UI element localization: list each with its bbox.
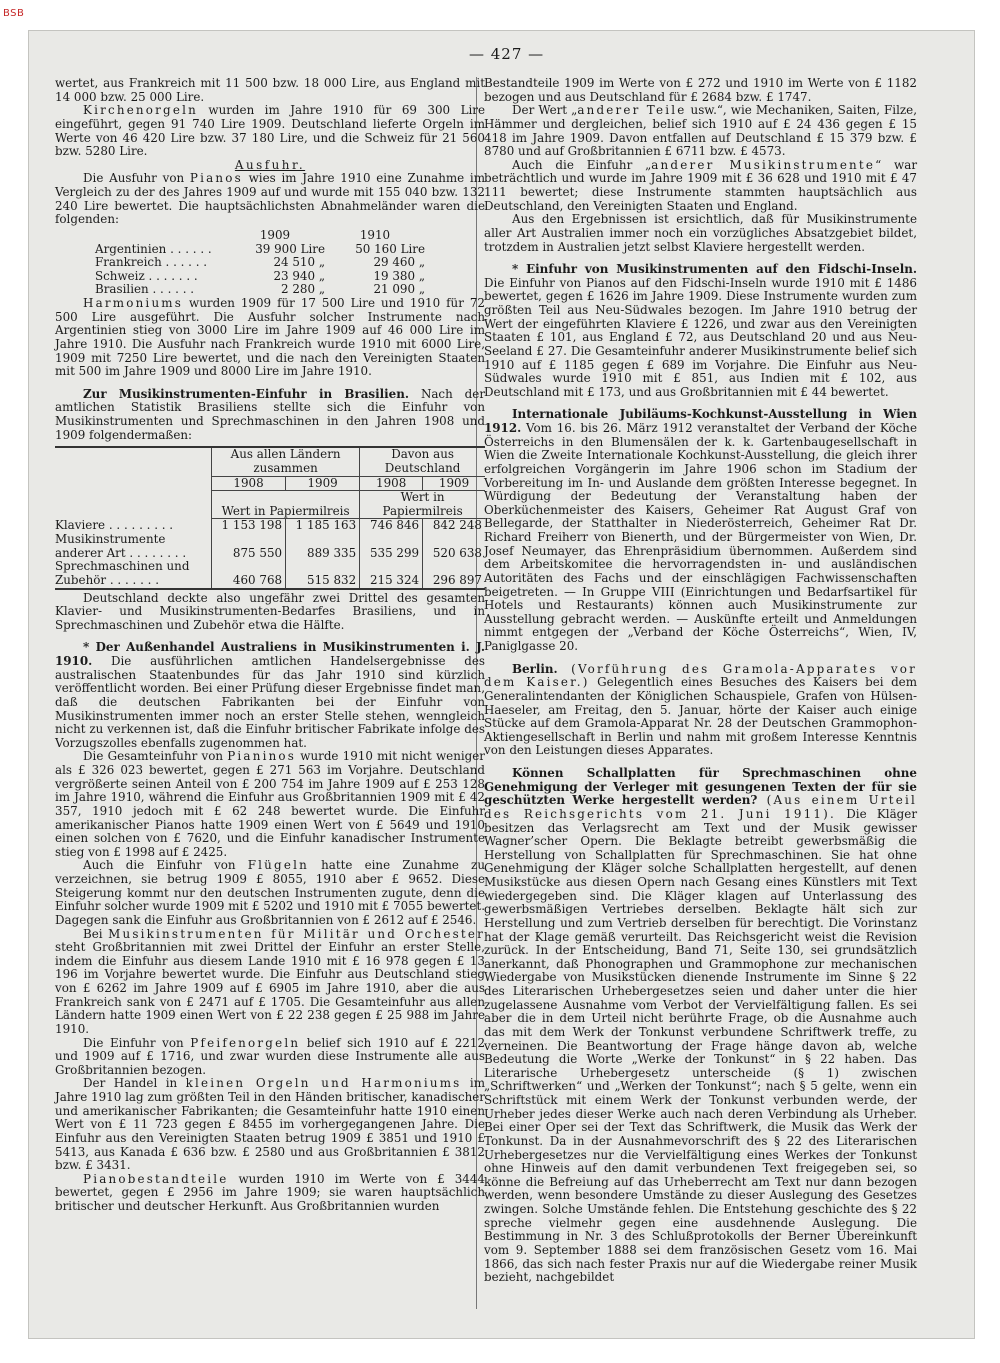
paragraph-continuation: wertet, aus Frankreich mit 11 500 bzw. 18 000 Lire, aus England mit 14 000 bzw. 25 000 Lire. <box>55 76 485 104</box>
article-heading: Internationale Jubiläums-Kochkunst-Ausstellung in Wien 1912. <box>484 407 917 435</box>
section-heading-ausfuhr <box>55 159 485 173</box>
table-header-row <box>55 447 485 476</box>
paragraph-pfeifenorgeln <box>55 1037 485 1078</box>
paragraph-text: Die Ausfuhr von <box>83 171 190 186</box>
value-cell: 19 380 „ <box>373 268 425 283</box>
value-cell: 23 940 „ <box>273 268 325 283</box>
paragraph-text: Der Wert „ <box>512 103 578 118</box>
article-berlin <box>484 663 917 758</box>
value-cell: 875 550 <box>212 533 286 560</box>
paragraph-text: hatte eine Zunahme zu verzeichnen, sie betrug 1909 £ 8055, 1910 aber £ 9652. Diese Steigerung kommt nur den deutschen Instrumenten zugute, denn die Einfuhr solcher wurde 1909 mit £ 5202 und 1910 mit £ 7055 bewertet. Dagegen sank die Einfuhr aus Großbritannien von £ 2612 auf £ 2546. <box>55 858 485 927</box>
spaced-term: Harmoniums <box>83 296 184 310</box>
value-cell: 889 335 <box>286 533 360 560</box>
table-row <box>95 270 425 284</box>
table-header-1909: 1909 <box>259 227 291 242</box>
value-cell: 215 324 <box>360 560 423 588</box>
table-header-row <box>95 229 425 243</box>
paragraph-pianobestandteile <box>55 1173 485 1214</box>
spaced-term: kleinen Orgeln und Harmoniums <box>185 1076 462 1091</box>
value-cell: 842 248 <box>423 519 485 533</box>
country-cell: Frankreich . . . . . . <box>95 255 208 270</box>
paragraph-harmoniums <box>55 297 485 379</box>
spaced-term: anderer Musikinstrumente <box>651 157 876 172</box>
article-heading: Können Schallplatten für Sprechmaschinen ohne Genehmigung der Verleger mit gesungenen Texten der für sie geschützten Werke hergestellt werden? <box>484 766 917 808</box>
paragraph-kleine-orgeln <box>55 1077 485 1172</box>
page-number: — 427 — <box>469 45 545 63</box>
spaced-term: (Vorführung des Gramola-Apparates vor dem Kaiser.) <box>484 661 917 690</box>
value-cell: 746 846 <box>360 519 423 533</box>
spaced-term: Musikinstrumenten für Militär und Orchester <box>108 926 486 941</box>
value-cell: 39 900 Lire <box>255 241 325 256</box>
left-column <box>55 77 485 1214</box>
right-column <box>484 77 917 1285</box>
article-australien <box>55 641 485 750</box>
value-cell: 535 299 <box>360 533 423 560</box>
article-heading: Berlin. <box>512 661 558 676</box>
header-year: 1909 <box>286 476 360 491</box>
spaced-term: (Aus einem Urteil des Reichsgerichts vom 21. Juni 1911). <box>484 793 917 821</box>
article-heading: * Der Außenhandel Australiens in Musikinstrumenten i. J. 1910. <box>55 640 485 668</box>
value-cell: 1 153 198 <box>212 519 286 533</box>
table-row <box>95 243 425 257</box>
value-cell: 460 768 <box>212 560 286 588</box>
spaced-term: Flügeln <box>247 858 309 873</box>
article-brasilien <box>55 388 485 443</box>
paragraph-pianos-export <box>55 172 485 227</box>
scanned-page <box>28 30 975 1339</box>
paragraph-text: Gelegentlich eines Besuches des Kaisers bei dem Generalintendanten der Königlichen Schauspiele, Grafen von Hülsen-Haeseler, am Freitag, den 5. Januar, hörte der Kaiser auch einige Stücke auf dem Gramola-Apparat Nr. 28 der Deutschen Grammophon-Aktiengesellschaft in Berlin und nahm mit großem Interesse Kenntnis von den Leistungen dieses Apparates. <box>484 675 917 758</box>
paragraph-fluegel <box>55 859 485 927</box>
table-cell <box>95 229 225 243</box>
article-kochkunst <box>484 408 917 653</box>
paragraph-text: Die Kläger besitzen das Verlagsrecht am Text und der Musik gewisser Wagner’scher Opern. Die Beklagte betreibt gewerbsmäßig die Herstellung von Schallplatten für Sprechmaschinen. Sie hat ohne Genehmigung der Kläger solche Schallplatten hergestellt, auf denen Musikstücke aus diesen Opern nach Gesang eines Künstlers mit Text wiedergegeben sind. Die Kläger klagen auf Unterlassung des gewerbsmäßigen Vertriebes derselben. Beklagte hält sich zur Herstellung und zum Vertrieb derselben für berechtigt. Die Vorinstanz hat der Klage gemäß verurteilt. Das Reichsgericht weist die Revision zurück. In der Entscheidung, Band 71, Seite 130, sei grundsätzlich anerkannt, daß Phonographen und Grammophone zur mechanischen Wiedergabe von Musikstücken dienende Instrumente im Sinne § 22 des Literarischen Urhebergesetzes seien und daher unter die hier zugelassene Ausnahme vom Verbot der Vervielfältigung fallen. Es sei aber die in dem Urteil nicht berührte Frage, ob die Ausnahme auch das mit dem Werk der Tonkunst verbundene Schriftwerk treffe, zu verneinen. Die Beantwortung der Frage hänge davon ab, welche Bedeutung die Worte „Werke der Tonkunst“ in § 22 haben. Das Literarische Urhebergesetz unterscheide (§ 1) zwischen „Schriftwerken“ und „Werken der Tonkunst“; nach § 5 gelte, wenn ein Schriftstück mit einem Werk der Tonkunst verbunden werde, der Urheber jedes dieser Werke auch nach deren Verbindung als Urheber. Bei einer Oper sei der Text das Schriftwerk, die Musik das Werk der Tonkunst. Da in der Ausnahmevorschrift des § 22 des Literarischen Urhebergesetzes nur die Vervielfältigung eines Werkes der Tonkunst ohne Hinweis auf den damit verbundenen Text freigegeben sei, so könne die Befreiung auf das Urheberrecht am Text nur dann bezogen werden, wenn besondere Umstände zu dieser Auslegung des Gesetzes zwingen. Solche Umstände fehlen. Die Entstehung geschichte des § 22 spreche vielmehr gegen eine ausdehnende Auslegung. Die Bestimmung in Nr. 3 des Schlußprotokolls der Berner Übereinkunft vom 9. September 1888 sei dem französischen Gesetz vom 16. Mai 1866, das sich nach fester Praxis nur auf die Wiedergabe reiner Musik bezieht, nachgebildet <box>484 806 918 1285</box>
article-heading: * Einfuhr von Musikinstrumenten auf den Fidschi-Inseln. <box>512 262 917 277</box>
country-cell: Brasilien . . . . . . <box>95 282 195 297</box>
header-year: 1909 <box>423 476 485 491</box>
value-cell: 515 832 <box>286 560 360 588</box>
paragraph-text: wies im Jahre 1910 eine Zunahme im Vergleich zu der des Jahres 1909 auf und wurde mit 155 040 bzw. 132 240 Lire bewertet. Die hauptsächlichsten Abnahmeländer waren die folgenden: <box>55 171 485 227</box>
article-heading: Zur Musikinstrumenten-Einfuhr in Brasilien. <box>83 386 410 401</box>
value-cell: 29 460 „ <box>373 255 425 270</box>
paragraph-text: Der Handel in <box>83 1076 186 1091</box>
paragraph-text: wurden im Jahre 1910 für 69 300 Lire eingeführt, gegen 91 740 Lire 1909. Deutschland lieferte Orgeln im Werte von 46 420 Lire bzw. 37 180 Lire, und die Schweiz für 21 560 bzw. 5280 Lire. <box>55 103 485 159</box>
value-cell: 296 897 <box>423 560 485 588</box>
paragraph-brasilien-summary: Deutschland deckte also ungefähr zwei Drittel des gesamten Klavier- und Musikinstrumenten-Bedarfes Brasiliens, und in Sprechmaschinen und Zubehör etwa die Hälfte. <box>55 590 485 632</box>
table-cell <box>55 447 212 519</box>
table-row <box>95 256 425 270</box>
spaced-term: Pianinos <box>227 749 297 764</box>
brasilien-import-table <box>55 446 485 589</box>
paragraph-text: Vom 16. bis 26. März 1912 veranstaltet der Verband der Köche Österreichs in den Blumensälen der k. k. Gartenbaugesellschaft in Wien die Zweite Internationale Kochkunst-Ausstellung, die gleich ihrer erfolgreichen Vorgängerin im Jahre 1906 schon im Stadium der Vorbereitung im In- und Auslande dem größten Interesse begegnet. In Würdigung der Bedeutung der Veranstaltung haben der Oberküchenmeister des Kaisers, Geheimer Rat August Graf von Bellegarde, der Statthalter in Niederösterreich, Geheimer Rat Dr. Richard Freiherr von Bienerth, und der Bürgermeister von Wien, Dr. Josef Neumayer, das Ehrenpräsidium übernommen. Außerdem sind dem Arbeitskomitee die hervorragendsten in- und ausländischen Autoritäten des Fachs und der einschlägigen Fachwissenschaften beigetreten. — In Gruppe VIII (Einrichtungen und Bedarfsartikel für Hotels und Restaurants) können auch Musikinstrumente zur Ausstellung gebracht werden. — Auskünfte erteilt und Anmeldungen nimmt entgegen der „Verband der Köche Österreichs“, Wien, IV, Paniglgasse 20. <box>484 421 917 653</box>
spaced-term: Pianos <box>189 171 243 186</box>
row-label: Sprechmaschinen und Zubehör . . . . . . . <box>55 559 190 587</box>
header-year: 1908 <box>360 476 423 491</box>
table-row <box>55 519 485 533</box>
export-table <box>95 229 425 297</box>
paragraph-text: wurden 1910 im Werte von £ 3444 bewertet, gegen £ 2956 im Jahre 1909; sie waren hauptsächlich britischer und deutscher Herkunft. Aus Großbritannien wurden <box>55 1171 485 1213</box>
paragraph-andere-teile <box>484 104 917 159</box>
paragraph-text: Auch die Einfuhr von <box>83 858 248 873</box>
header-alle-laender: Aus allen Ländern zusammen <box>212 447 360 476</box>
row-label: Musikinstrumente anderer Art . . . . . . . . <box>55 532 187 560</box>
paragraph-ergebnisse: Aus den Ergebnissen ist ersichtlich, daß für Musikinstrumente aller Art Australien immer noch ein vorzügliches Absatzgebiet bildet, trotzdem in Australien jetzt selbst Klaviere hergestellt werden. <box>484 212 917 254</box>
spaced-term: Pianobestandteile <box>83 1171 229 1186</box>
table-row <box>55 533 485 560</box>
paragraph-text: wurde 1910 mit nicht weniger als £ 326 023 bewertet, gegen £ 271 563 im Vorjahre. Deutschland vergrößerte seinen Anteil von £ 200 754 im Jahre 1909 auf £ 253 128 im Jahre 1910, während die Einfuhr aus Großbritannien 1909 mit £ 42 357, 1910 jedoch mit £ 62 248 bewertet wurde. Die Einfuhr amerikanischer Pianos hatte 1909 einen Wert von £ 5649 und 1910 einen solchen von £ 7620, und die Einfuhr kanadischer Instrumente stieg von £ 1998 auf £ 2425. <box>55 749 485 859</box>
paragraph-text: Nach der amtlichen Statistik Brasiliens stellte sich die Einfuhr von Musikinstrumenten und Sprechmaschinen in den Jahren 1908 und 1909 folgendermaßen: <box>55 386 485 442</box>
value-cell: 1 185 163 <box>286 519 360 533</box>
paragraph-continuation: Bestandteile 1909 im Werte von £ 272 und 1910 im Werte von £ 1182 bezogen und aus Deutschland für £ 2684 bzw. £ 1747. <box>484 76 917 104</box>
table-row <box>95 283 425 297</box>
paragraph-text: im Jahre 1910 lag zum größten Teil in den Händen britischer, kanadischer und amerikanischer Fabrikanten; die Gesamteinfuhr hatte 1910 einen Wert von £ 11 723 gegen £ 8455 im vorhergegangenen Jahre. Die Einfuhr aus den Vereinigten Staaten betrug 1909 £ 3851 und 1910 £ 5413, aus Kanada £ 636 bzw. £ 2580 und aus Großbritannien £ 3812 bzw. £ 3431. <box>55 1076 486 1173</box>
paragraph-militaer <box>55 928 485 1037</box>
value-cell: 520 638 <box>423 533 485 560</box>
paragraph-text: Die ausführlichen amtlichen Handelsergebnisse des australischen Staatenbundes für das Jahr 1910 sind kürzlich veröffentlicht worden. Bei einer Prüfung dieser Ergebnisse findet man, daß die deutschen Fabrikanten bei der Einfuhr von Musikinstrumenten immer noch an erster Stelle stehen, wenngleich nicht zu verkennen ist, daß die Einfuhr britischer Fabrikate infolge des Vorzugszolles ebenfalls zugenommen hat. <box>55 654 485 750</box>
paragraph-text: usw.“, wie Mechaniken, Saiten, Filze, Hämmer und dergleichen, belief sich 1910 auf £ 24 436 gegen £ 15 418 im Jahre 1909. Davon entfallen auf Deutschland £ 15 379 bzw. £ 8780 und auf Großbritannien £ 6711 bzw. £ 4573. <box>484 103 917 159</box>
paragraph-kirchenorgeln <box>55 104 485 159</box>
paragraph-text: Auch die Einfuhr „ <box>512 157 652 172</box>
paragraph-text: wurden 1909 für 17 500 Lire und 1910 für 72 500 Lire ausgeführt. Die Ausfuhr solcher Instrumente nach Argentinien stieg von 3000 Lire im Jahre 1909 auf 46 000 Lire im Jahre 1910. Die Ausfuhr nach Frankreich wurde 1910 mit 6000 Lire, 1909 mit 7250 Lire bewertet, und die nach den Vereinigten Staaten mit 500 im Jahre 1909 und 8000 Lire im Jahre 1910. <box>55 296 485 379</box>
row-label: Klaviere . . . . . . . . . <box>55 518 174 533</box>
paragraph-text: “ war beträchtlich und wurde im Jahre 1909 mit £ 36 628 und 1910 mit £ 47 111 bewertet; diese Instrumente stammten hauptsächlich aus Deutschland, den Vereinigten Staaten und England. <box>484 157 918 213</box>
paragraph-text: Bei <box>83 926 109 941</box>
library-watermark: BSB <box>3 8 25 19</box>
value-cell: 2 280 „ <box>281 282 325 297</box>
table-row <box>55 560 485 588</box>
header-year: 1908 <box>212 476 286 491</box>
header-deutschland: Davon aus Deutschland <box>360 447 485 476</box>
country-cell: Argentinien . . . . . . <box>95 241 212 256</box>
header-unit: Wert in Papiermilreis <box>212 491 360 519</box>
paragraph-text: Die Gesamteinfuhr von <box>83 749 228 764</box>
heading-text: Ausfuhr. <box>234 157 306 172</box>
value-cell: 24 510 „ <box>273 255 325 270</box>
paragraph-text: steht Großbritannien mit zwei Drittel der Einfuhr an erster Stelle, indem die Einfuhr aus diesem Lande 1910 mit £ 16 978 gegen £ 13 196 im Vorjahre bewertet wurde. Die Einfuhr aus Deutschland stieg von £ 6262 im Jahre 1909 auf £ 6905 im Jahre 1910, aber die aus Frankreich sank von £ 2471 auf £ 1705. Die Gesamteinfuhr aus allen Ländern hatte 1909 einen Wert von £ 22 238 gegen £ 25 988 im Jahre 1910. <box>55 940 485 1036</box>
spaced-term: Kirchenorgeln <box>83 103 198 118</box>
value-cell: 50 160 Lire <box>355 241 425 256</box>
article-fidschi <box>484 263 917 399</box>
paragraph-andere-instrumente <box>484 159 917 214</box>
country-cell: Schweiz . . . . . . . <box>95 268 198 283</box>
article-schallplatten <box>484 767 917 1285</box>
spaced-term: anderer Teile <box>577 103 687 118</box>
spaced-term: Pfeifenorgeln <box>190 1035 301 1050</box>
paragraph-pianinos <box>55 750 485 859</box>
header-unit: Wert in Papiermilreis <box>360 491 485 519</box>
paragraph-text: Die Einfuhr von Pianos auf den Fidschi-Inseln wurde 1910 mit £ 1486 bewertet, gegen £ 1626 im Jahre 1909. Diese Instrumente wurden zum größten Teil aus Neu-Südwales bezogen. Im Jahre 1910 betrug der Wert der eingeführten Klaviere £ 1226, und zwar aus den Vereinigten Staaten £ 101, aus England £ 72, aus Deutschland 20 und aus Neu-Seeland £ 27. Die Gesamteinfuhr anderer Musikinstrumente belief sich 1910 auf £ 1185 gegen £ 689 im Vorjahre. Die Einfuhr aus Neu-Südwales wurde 1910 mit £ 851, aus Indien mit £ 102, aus Deutschland mit £ 173, und aus Großbritannien mit £ 44 bewertet. <box>484 275 917 399</box>
table-header-1910: 1910 <box>359 227 391 242</box>
value-cell: 21 090 „ <box>373 282 425 297</box>
paragraph-text: Die Einfuhr von <box>83 1035 191 1050</box>
paragraph-text: belief sich 1910 auf £ 2212 und 1909 auf £ 1716, und zwar wurden diese Instrumente alle aus Großbritannien bezogen. <box>55 1035 486 1077</box>
